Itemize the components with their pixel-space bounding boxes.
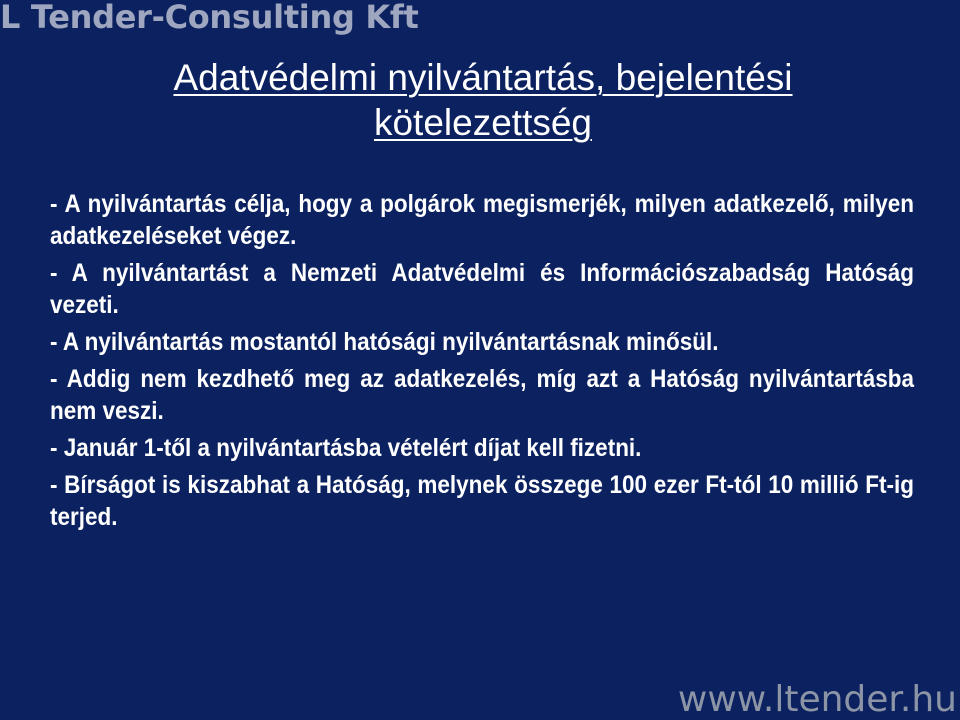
company-name: L Tender-Consulting Kft (0, 0, 419, 36)
slide-title-line-1: Adatvédelmi nyilvántartás, bejelentési (173, 57, 793, 98)
slide-title-line-2: kötelezettség (373, 102, 593, 143)
bullet-item-registration-required: - Addig nem kezdhető meg az adatkezelés, míg azt a Hatóság nyilvántartásba nem veszi. (50, 365, 914, 425)
bullet-item-authority: - A nyilvántartást a Nemzeti Adatvédelmi és Információszabadság Hatóság vezeti. (50, 259, 914, 319)
bullet-list (50, 188, 914, 538)
bullet-item-fee: - Január 1-től a nyilvántartásba vételért díjat kell fizetni. (50, 434, 642, 462)
bullet-item-purpose: - A nyilvántartás célja, hogy a polgárok megismerjék, milyen adatkezelő, milyen adatkezeléseket végez. (50, 190, 914, 250)
website-url: www.ltender.hu (677, 679, 957, 720)
slide-title (60, 55, 906, 145)
bullet-item-official-register: - A nyilvántartás mostantól hatósági nyilvántartásnak minősül. (50, 328, 719, 356)
bullet-item-fine: - Bírságot is kiszabhat a Hatóság, melynek összege 100 ezer Ft-tól 10 millió Ft-ig terjed. (50, 471, 914, 531)
